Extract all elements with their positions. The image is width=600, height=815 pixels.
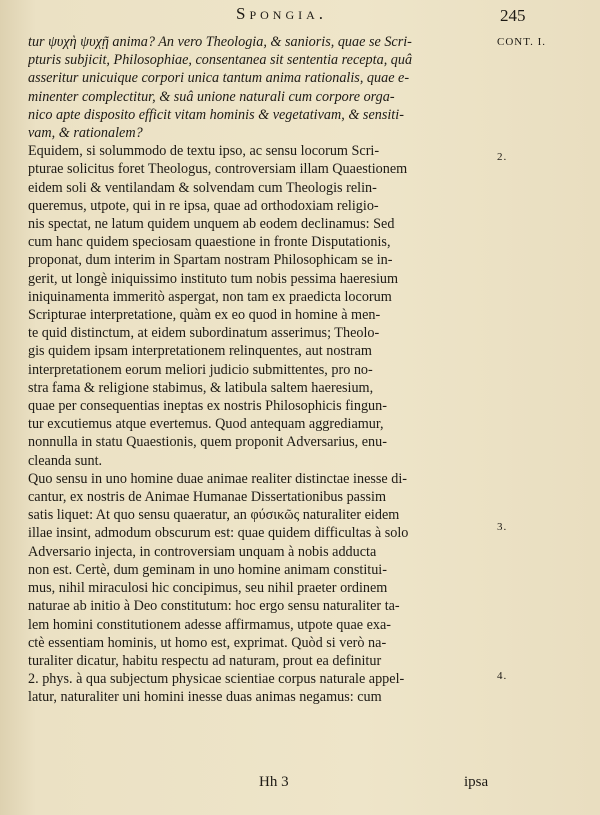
text-line: quae per consequentias ineptas ex nostris Philosophicis fingun-: [28, 398, 387, 415]
main-text: [28, 33, 486, 707]
paragraph-3: [28, 470, 486, 707]
text-line: tur excutiemus atque evertemus. Quod antequam aggrediamur,: [28, 416, 384, 433]
page-footer: [0, 774, 600, 804]
text-line: proponat, dum interim in Spartam nostram Philosophicam se in-: [28, 252, 393, 269]
catchword: ipsa: [464, 774, 489, 790]
text-line: te quid distinctum, at eidem subordinatum asserimus; Theolo-: [28, 325, 380, 342]
running-head: Spongia.: [236, 4, 328, 23]
text-line: interpretationem eorum meliori judicio submittentes, pro no-: [28, 361, 373, 378]
text-line: minenter complectitur, & suâ unione naturali cum corpore orga-: [28, 88, 395, 105]
text-line: stra fama & religione stabimus, & latibula saltem haeresium,: [28, 379, 374, 396]
page-header: [0, 4, 600, 28]
text-line: vam, & rationalem?: [28, 125, 143, 142]
text-line: cum hanc quidem speciosam quaestione in fronte Disputationis,: [28, 234, 391, 251]
text-line: latur, naturaliter uni homini inesse duas animas negamus: cum: [28, 689, 382, 706]
text-line: Quo sensu in uno homine duae animae realiter distinctae inesse di-: [28, 470, 408, 487]
text-line: naturae ab initio à Deo constitutum: hoc ergo sensu naturaliter ta-: [28, 598, 400, 615]
text-line: iniquinamenta immeritò aspergat, non tam ex praedicta locorum: [28, 288, 392, 305]
text-line: cleanda sunt.: [28, 452, 103, 469]
text-line: asseritur unicuique corpori unica tantum anima rationalis, quae e-: [28, 70, 410, 87]
text-line: mus, nihil miraculosi hic concipimus, seu nihil praeter ordinem: [28, 580, 388, 597]
text-line: cantur, ex nostris de Animae Humanae Dissertationibus passim: [28, 489, 386, 506]
text-line: gerit, ut longè iniquissimo instituto tum nobis pessima haeresium: [28, 270, 399, 287]
text-line: nis spectat, ne latum quidem unquem ab eodem declinamus: Sed: [28, 216, 395, 233]
text-line: tur ψυχὴ ψυχῇ anima? An vero Theologia, & sanioris, quae se Scri-: [28, 34, 412, 50]
margin-note-4: 4.: [497, 670, 508, 682]
signature-mark: Hh 3: [259, 774, 289, 790]
text-line: satis liquet: At quo sensu quaeratur, an φύσικῶς naturaliter eidem: [28, 507, 400, 524]
text-line: Adversario injecta, in controversiam unquam à nobis adducta: [28, 543, 377, 560]
margin-note-cont: CONT. I.: [497, 36, 547, 48]
text-line: pturae solicitus foret Theologus, controversiam illam Quaestionem: [28, 161, 408, 178]
text-line: eidem soli & ventilandam & solvendam cum Theologis relin-: [28, 179, 377, 196]
text-line: gis quidem ipsam interpretationem relinquentes, aut nostram: [28, 343, 372, 360]
text-line: illae insint, admodum obscurum est: quae quidem difficultas à solo: [28, 525, 409, 542]
text-line: nonnulla in statu Quaestionis, quem proponit Adversarius, enu-: [28, 434, 387, 451]
text-line: nico apte disposito efficit vitam hominis & vegetativam, & sensiti-: [28, 106, 404, 123]
text-line: pturis subjicit, Philosophiae, consentanea sit sententia recepta, quâ: [28, 52, 413, 69]
margin-note-3: 3.: [497, 521, 508, 533]
margin-note-2: 2.: [497, 151, 508, 163]
text-line: turaliter dicatur, habitu respectu ad naturam, prout ea definitur: [28, 652, 382, 669]
paragraph-question: [28, 33, 486, 142]
text-line: lem homini constitutionem adesse affirmamus, utpote quae exa-: [28, 616, 392, 633]
text-line: non est. Certè, dum geminam in uno homine animam constitui-: [28, 561, 387, 578]
text-line: Equidem, si solummodo de textu ipso, ac sensu locorum Scri-: [28, 143, 380, 160]
text-line: ctè essentiam hominis, ut homo est, exprimat. Quòd si verò na-: [28, 634, 387, 651]
text-line: queremus, utpote, qui in re ipsa, quae ad orthodoxiam religio-: [28, 197, 379, 214]
paragraph-2: [28, 142, 486, 470]
text-line: Scripturae interpretatione, quàm ex eo quod in homine à men-: [28, 307, 381, 324]
page-number: 245: [500, 6, 526, 25]
text-line: 2. phys. à qua subjectum physicae scientiae corpus naturale appel-: [28, 671, 405, 688]
